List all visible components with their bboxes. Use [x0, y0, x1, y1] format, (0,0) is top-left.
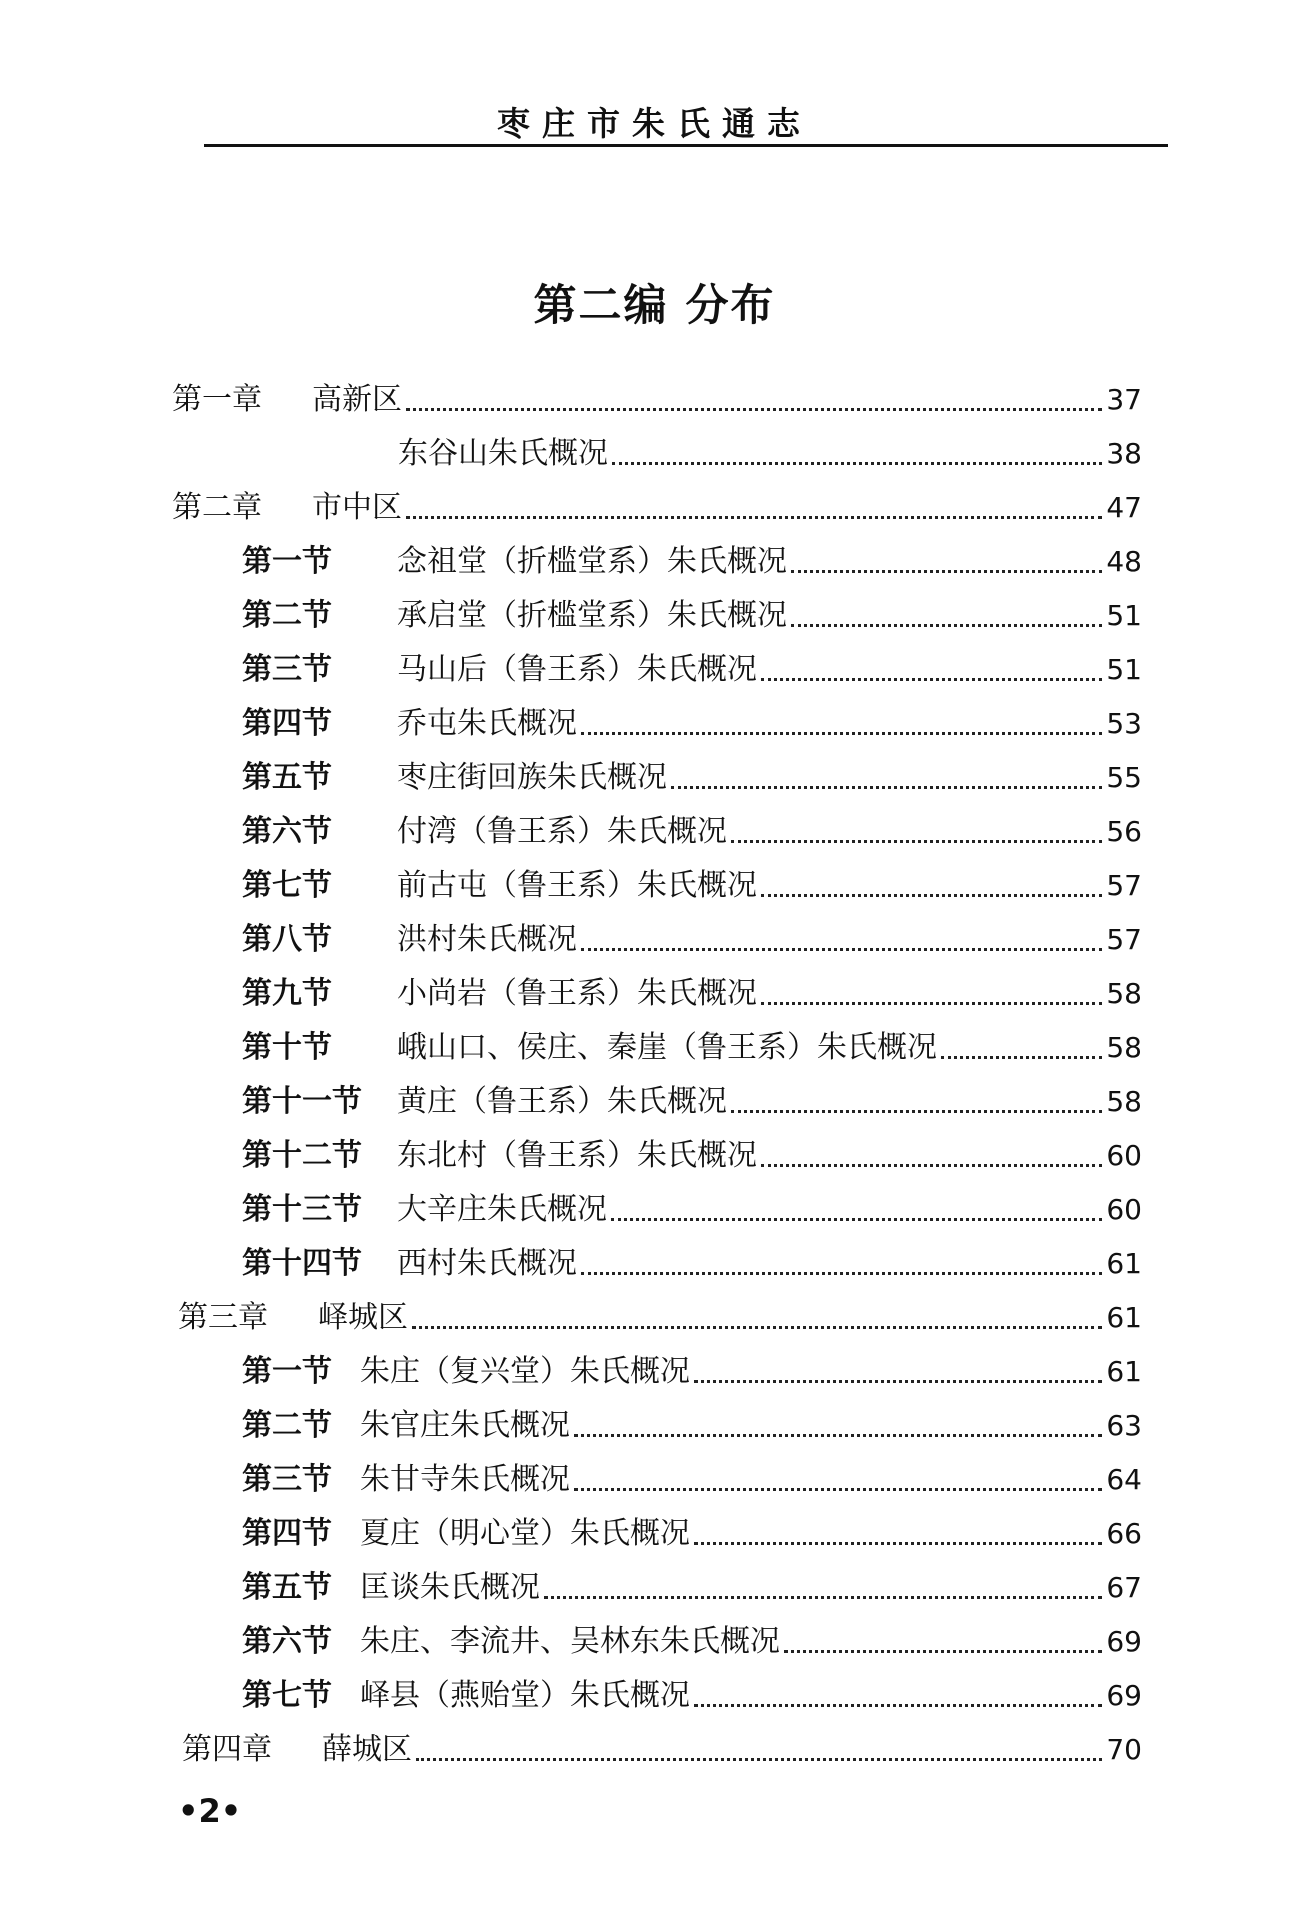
page-number: •2•	[178, 1792, 242, 1830]
toc-section-row[interactable]	[242, 812, 1142, 852]
toc-entry-title: 大辛庄朱氏概况	[397, 1192, 607, 1227]
toc-entry-title: 朱庄（复兴堂）朱氏概况	[360, 1354, 690, 1389]
toc-section-row[interactable]	[242, 1352, 1142, 1392]
toc-section-row[interactable]	[242, 1190, 1142, 1230]
toc-section-number: 第十节	[242, 1030, 332, 1065]
toc-chapter-number: 第四章	[182, 1732, 272, 1767]
toc-section-row[interactable]	[242, 1568, 1142, 1608]
toc-entry-title: 东北村（鲁王系）朱氏概况	[397, 1138, 757, 1173]
toc-section-row[interactable]	[242, 1136, 1142, 1176]
toc-section-number: 第五节	[242, 760, 332, 795]
toc-page-number: 64	[1106, 1463, 1142, 1496]
dot-leader	[581, 948, 1102, 951]
dot-leader	[694, 1704, 1102, 1707]
toc-section-number: 第二节	[242, 1408, 332, 1443]
toc-chapter-number: 第一章	[172, 382, 262, 417]
toc-page-number: 38	[1106, 437, 1142, 470]
toc-page-number: 61	[1106, 1301, 1142, 1334]
toc-section-row[interactable]	[242, 758, 1142, 798]
toc-page-number: 48	[1106, 545, 1142, 578]
toc-section-row[interactable]	[242, 1082, 1142, 1122]
dot-leader	[694, 1542, 1102, 1545]
dot-leader	[784, 1650, 1102, 1653]
toc-entry-title: 朱甘寺朱氏概况	[360, 1462, 570, 1497]
toc-section-number: 第十一节	[242, 1084, 362, 1119]
toc-page-number: 58	[1106, 1031, 1142, 1064]
toc-section-row[interactable]	[242, 974, 1142, 1014]
dot-leader	[612, 462, 1102, 465]
toc-entry-title: 匡谈朱氏概况	[360, 1570, 540, 1605]
dot-leader	[731, 840, 1102, 843]
toc-entry-row[interactable]	[398, 434, 1142, 474]
toc-page-number: 61	[1106, 1247, 1142, 1280]
toc-entry-title: 念祖堂（折槛堂系）朱氏概况	[397, 544, 787, 579]
toc-entry-title: 洪村朱氏概况	[397, 922, 577, 957]
toc-section-row[interactable]	[242, 1244, 1142, 1284]
toc-section-number: 第一节	[242, 1354, 332, 1389]
toc-entry-title: 朱官庄朱氏概况	[360, 1408, 570, 1443]
toc-section-row[interactable]	[242, 1028, 1142, 1068]
toc-page-number: 47	[1106, 491, 1142, 524]
toc-page-number: 67	[1106, 1571, 1142, 1604]
toc-section-row[interactable]	[242, 1676, 1142, 1716]
toc-page-number: 58	[1106, 1085, 1142, 1118]
toc-section-number: 第十二节	[242, 1138, 362, 1173]
toc-page-number: 57	[1106, 923, 1142, 956]
toc-section-number: 第六节	[242, 814, 332, 849]
toc-section-number: 第三节	[242, 1462, 332, 1497]
toc-entry-title: 峄县（燕贻堂）朱氏概况	[360, 1678, 690, 1713]
part-title: 第二编 分布	[533, 281, 776, 331]
toc-section-number: 第四节	[242, 1516, 332, 1551]
toc-section-number: 第二节	[242, 598, 332, 633]
toc-entry-title: 马山后（鲁王系）朱氏概况	[397, 652, 757, 687]
dot-leader	[412, 1326, 1102, 1329]
toc-section-row[interactable]	[242, 542, 1142, 582]
toc-chapter-row[interactable]	[178, 1298, 1142, 1338]
dot-leader	[761, 894, 1102, 897]
dot-leader	[611, 1218, 1102, 1221]
toc-section-row[interactable]	[242, 650, 1142, 690]
toc-page-number: 69	[1106, 1679, 1142, 1712]
dot-leader	[791, 624, 1102, 627]
toc-entry-title: 枣庄街回族朱氏概况	[397, 760, 667, 795]
dot-leader	[694, 1380, 1102, 1383]
toc-entry-title: 西村朱氏概况	[397, 1246, 577, 1281]
toc-page-number: 66	[1106, 1517, 1142, 1550]
toc-chapter-row[interactable]	[182, 1730, 1142, 1770]
toc-section-row[interactable]	[242, 1514, 1142, 1554]
toc-section-number: 第七节	[242, 1678, 332, 1713]
dot-leader	[416, 1758, 1102, 1761]
toc-entry-title: 朱庄、李流井、吴林东朱氏概况	[360, 1624, 780, 1659]
toc-page-number: 63	[1106, 1409, 1142, 1442]
dot-leader	[761, 1002, 1102, 1005]
dot-leader	[941, 1056, 1102, 1059]
toc-section-row[interactable]	[242, 1622, 1142, 1662]
toc-page-number: 53	[1106, 707, 1142, 740]
toc-page-number: 57	[1106, 869, 1142, 902]
dot-leader	[761, 678, 1102, 681]
toc-entry-title: 承启堂（折槛堂系）朱氏概况	[397, 598, 787, 633]
toc-entry-title: 峨山口、侯庄、秦崖（鲁王系）朱氏概况	[397, 1030, 937, 1065]
toc-section-number: 第六节	[242, 1624, 332, 1659]
toc-entry-title: 夏庄（明心堂）朱氏概况	[360, 1516, 690, 1551]
toc-page-number: 61	[1106, 1355, 1142, 1388]
toc-entry-title: 付湾（鲁王系）朱氏概况	[397, 814, 727, 849]
dot-leader	[581, 732, 1102, 735]
toc-page-number: 58	[1106, 977, 1142, 1010]
toc-section-number: 第七节	[242, 868, 332, 903]
toc-page-number: 69	[1106, 1625, 1142, 1658]
toc-section-row[interactable]	[242, 1460, 1142, 1500]
toc-section-number: 第八节	[242, 922, 332, 957]
dot-leader	[574, 1434, 1102, 1437]
toc-section-row[interactable]	[242, 704, 1142, 744]
dot-leader	[406, 408, 1102, 411]
toc-chapter-number: 第三章	[178, 1300, 268, 1335]
toc-page-number: 56	[1106, 815, 1142, 848]
toc-section-number: 第十四节	[242, 1246, 362, 1281]
toc-entry-title: 小尚岩（鲁王系）朱氏概况	[397, 976, 757, 1011]
toc-chapter-row[interactable]	[172, 380, 1142, 420]
toc-section-number: 第十三节	[242, 1192, 362, 1227]
toc-chapter-row[interactable]	[172, 488, 1142, 528]
toc-entry-title: 高新区	[312, 382, 402, 417]
toc-section-row[interactable]	[242, 920, 1142, 960]
dot-leader	[574, 1488, 1102, 1491]
toc-page-number: 55	[1106, 761, 1142, 794]
toc-section-number: 第三节	[242, 652, 332, 687]
toc-page-number: 37	[1106, 383, 1142, 416]
toc-section-number: 第四节	[242, 706, 332, 741]
toc-section-number: 第一节	[242, 544, 332, 579]
toc-section-number: 第九节	[242, 976, 332, 1011]
toc-page-number: 60	[1106, 1139, 1142, 1172]
toc-entry-title: 乔屯朱氏概况	[397, 706, 577, 741]
toc-entry-title: 市中区	[312, 490, 402, 525]
toc-section-row[interactable]	[242, 1406, 1142, 1446]
toc-entry-title: 黄庄（鲁王系）朱氏概况	[397, 1084, 727, 1119]
toc-page-number: 60	[1106, 1193, 1142, 1226]
dot-leader	[581, 1272, 1102, 1275]
toc-section-number: 第五节	[242, 1570, 332, 1605]
dot-leader	[731, 1110, 1102, 1113]
toc-page-number: 51	[1106, 653, 1142, 686]
dot-leader	[791, 570, 1102, 573]
toc-section-row[interactable]	[242, 596, 1142, 636]
toc-entry-title: 薛城区	[322, 1732, 412, 1767]
header-rule	[204, 144, 1168, 147]
toc-page-number: 51	[1106, 599, 1142, 632]
dot-leader	[406, 516, 1102, 519]
toc-entry-title: 前古屯（鲁王系）朱氏概况	[397, 868, 757, 903]
dot-leader	[544, 1596, 1102, 1599]
toc-section-row[interactable]	[242, 866, 1142, 906]
toc-page-number: 70	[1106, 1733, 1142, 1766]
running-header: 枣庄市朱氏通志	[497, 104, 812, 143]
dot-leader	[671, 786, 1102, 789]
dot-leader	[761, 1164, 1102, 1167]
toc-chapter-number: 第二章	[172, 490, 262, 525]
toc-entry-title: 东谷山朱氏概况	[398, 436, 608, 471]
toc-entry-title: 峄城区	[318, 1300, 408, 1335]
